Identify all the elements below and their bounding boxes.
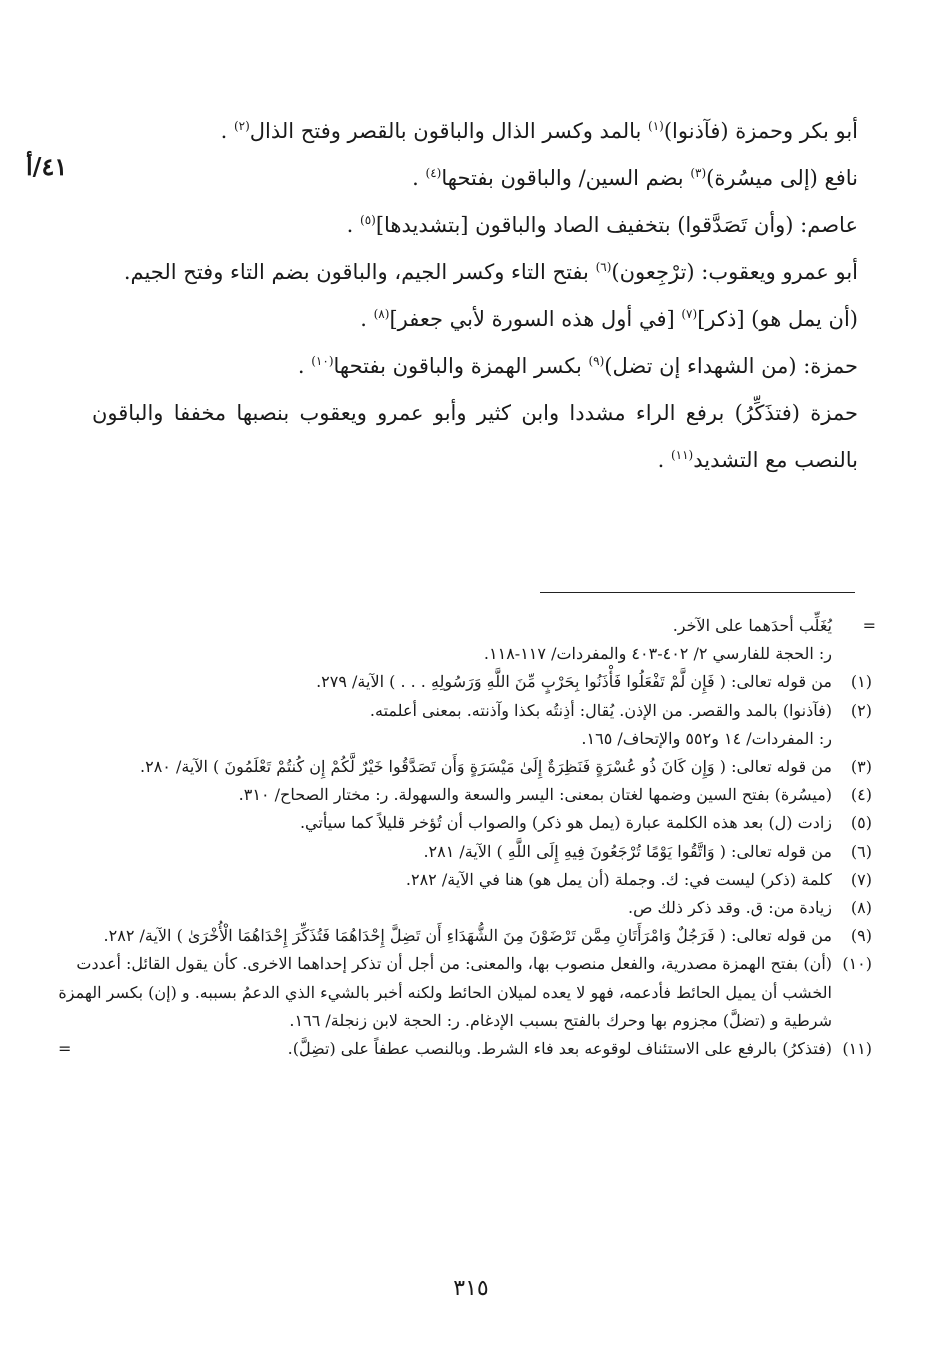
footnote-ref: (٢) <box>233 119 250 133</box>
footnote-ref: (١١) <box>670 448 694 462</box>
footnote: (٧) كلمة (ذكر) ليست في: ك. وجملة (أن يمل هو) هنا في الآية/ ٢٨٢. <box>405 869 872 889</box>
footnote-ref: (١٠) <box>311 354 334 368</box>
text-line: عاصم: (وأن تَصَدَّقوا) بتخفيف الصاد والباقون [بتشديدها]$^{(٥)}$ . <box>346 213 858 237</box>
footnote: (٨) زيادة من: ق. وقد ذكر ذلك ص. <box>628 898 872 918</box>
footnote: (١) من قوله تعالى: ( فَإِن لَّمْ تَفْعَلُوا فَأْذَنُوا بِحَرْبٍ مِّنَ اللَّهِ وَرَسُولِهِ . . . ) الآية/ ٢٧٩. <box>316 672 872 692</box>
footnote: (١١) (فتذكرُ) بالرفع على الاستئناف لوقوعه بعد فاء الشرط. وبالنصب عطفاً على (تضِلَّ). = <box>58 1035 872 1063</box>
footnotes <box>58 612 876 1063</box>
footnote-ref: (٣) <box>690 166 707 180</box>
page-number: ٣١٥ <box>453 1276 489 1301</box>
text-line: (أن يمل هو) [ذكر]$^{(٧)}$ [في أول هذه السورة لأبي جعفر]$^{(٨)}$ . <box>360 307 858 331</box>
footnote-continuation: = يُغَلِّب أحدَهما على الآخر. ر: الحجة للفارسي ٢/ ٤٠٢-٤٠٣ والمفردات/ ١١٧-١١٨. <box>58 612 872 668</box>
footnote: (٢) (فآذنوا) بالمد والقصر. من الإذن. يُقال: أذِنتُه بكذا وآذنته. بمعنى أعلمته. ر: المفردات/ ١٤ و٥٥٢ والإتحاف/ ١٦٥. <box>369 700 872 748</box>
footnote-ref: (٩) <box>588 354 605 368</box>
footnote-ref: (٦) <box>595 260 612 274</box>
footnote: (٩) من قوله تعالى: ( فَرَجُلٌ وَامْرَأَتَانِ مِمَّن تَرْضَوْنَ مِنَ الشُّهَدَاءِ أَن تَضِلَّ إِحْدَاهُمَا فَتُذَكِّرَ إِحْدَاهُمَا الْأُخْرَىٰ ) الآية/ ٢٨٢. <box>103 926 872 946</box>
text-line: أبو عمرو ويعقوب: (ترْجِعون)$^{(٦)}$ بفتح التاء وكسر الجيم، والباقون بضم التاء وفتح الجيم. <box>123 260 858 284</box>
footnote-ref: (٥) <box>360 213 376 227</box>
footnote: (١٠) (أن) بفتح الهمزة مصدرية، والفعل منصوب بها، والمعنى: من أجل أن تذكر إحداهما الاخرى. كأن يقول القائل: أعددت الخشب أن يميل الحائط فأدعمه، فهو لا يعده لميلان الحائط ولكنه أخبر بالشيء الذي الدعمُ بسببه. و (إن) بكسر الهمزة شرطية و (تضلَّ) مجزوم بها وحرك بالفتح بسبب الإدغام. ر: الحجة لابن زنجلة/ ١٦٦. <box>58 954 872 1030</box>
text-line: حمزة (فتذَكِّرُ) برفع الراء مشددا وابن كثير وأبو عمرو ويعقوب بنصبها مخففا والباقون بالنصب مع التشديد$^{(١١)}$ . <box>92 401 858 472</box>
main-text <box>92 108 858 484</box>
footnote: (٦) من قوله تعالى: ( وَاتَّقُوا يَوْمًا تُرْجَعُونَ فِيهِ إِلَى اللَّهِ ) الآية/ ٢٨١. <box>423 841 872 861</box>
text-line: حمزة: (من الشهداء إن تضل)$^{(٩)}$ بكسر الهمزة والباقون بفتحها$^{(١٠)}$ . <box>297 354 858 378</box>
continuation-mark: = <box>862 616 876 635</box>
folio-margin-note: ٤١/أ <box>26 152 68 181</box>
footnote: (٤) (ميسُرة) بفتح السين وضمها لغتان بمعنى: اليسر والسعة والسهولة. ر: مختار الصحاح/ ٣١٠. <box>238 785 872 805</box>
footnote-ref: (٧) <box>681 307 698 321</box>
footnote-ref: (٤) <box>425 166 442 180</box>
text-line: أبو بكر وحمزة (فآذنوا)$^{(١)}$ بالمد وكسر الذال والباقون بالقصر وفتح الذال$^{(٢)}$ . <box>220 119 858 143</box>
footnote-divider <box>540 592 855 593</box>
text-line: نافع (إلى ميسُرة)$^{(٣)}$ بضم السين/ والباقون بفتحها$^{(٤)}$ . <box>412 166 858 190</box>
footnote: (٣) من قوله تعالى: ( وَإِن كَانَ ذُو عُسْرَةٍ فَنَظِرَةٌ إِلَىٰ مَيْسَرَةٍ وَأَن تَصَدَّقُوا خَيْرٌ لَّكُمْ إِن كُنتُمْ تَعْلَمُونَ ) الآية/ ٢٨٠. <box>140 757 872 777</box>
footnote: (٥) زادت (ل) بعد هذه الكلمة عبارة (يمل هو ذكر) والصواب أن تُؤخر قليلاً كما سيأتي. <box>299 813 872 833</box>
footnote-ref: (١) <box>648 119 664 133</box>
footnote-ref: (٨) <box>373 307 390 321</box>
continuation-mark: = <box>58 1039 72 1059</box>
